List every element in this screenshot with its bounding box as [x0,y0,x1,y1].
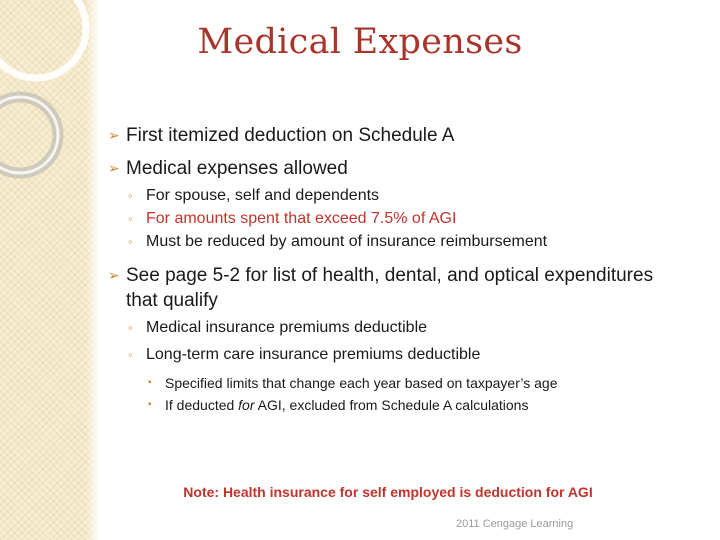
arrow-bullet-icon: ➢ [108,127,120,143]
sub-sub-bullet [108,394,698,416]
decorative-rings-graphic [0,0,110,200]
footer-copyright: 2011 Cengage Learning [456,518,574,530]
sub-sub-bullet-text-italic: for [238,397,255,413]
slide-body [108,123,698,416]
circle-bullet-icon: ◦ [128,211,133,226]
arrow-bullet-icon: ➢ [108,160,120,176]
bullet-medical-expenses [108,156,698,181]
sub-bullet [108,344,698,366]
sub-bullet [108,231,698,253]
circle-bullet-icon: ◦ [128,234,133,249]
sub-bullet-text: For amounts spent that exceed 7.5% of AGI [146,210,457,227]
note-text: Note: Health insurance for self employed is deduction for AGI [183,484,593,500]
bullet-see-page [108,263,698,313]
sub-bullet [108,185,698,207]
slide-title: Medical Expenses [197,22,523,62]
bullet-text: Medical expenses allowed [126,158,348,179]
medical-expenses-sublist [108,185,698,253]
sub-sub-bullet [108,372,698,394]
sub-sub-bullet-text-suffix: AGI, excluded from Schedule A calculations [254,397,529,413]
qualifying-expenditures-sublist [108,317,698,416]
sub-bullet-text: For spouse, self and dependents [146,187,380,204]
circle-bullet-icon: ◦ [128,347,133,362]
sub-bullet [108,317,698,339]
circle-bullet-icon: ◦ [128,188,133,203]
arrow-bullet-icon: ➢ [108,267,120,283]
bullet-text: First itemized deduction on Schedule A [126,125,455,146]
circle-bullet-icon: ◦ [128,320,133,335]
sub-sub-bullet-text: Specified limits that change each year based on taxpayer’s age [165,375,558,391]
sub-bullet-highlight [108,208,698,230]
square-bullet-icon: ▪ [148,399,152,410]
bullet-itemized-deduction [108,123,698,148]
sub-bullet-text: Medical insurance premiums deductible [146,319,428,336]
square-bullet-icon: ▪ [148,377,152,388]
sub-bullet-text: Long-term care insurance premiums deductible [146,346,481,363]
bullet-text: See page 5-2 for list of health, dental, and optical expenditures that qualify [126,265,654,311]
sub-sub-bullet-text-prefix: If deducted [165,397,239,413]
sub-bullet-text: Must be reduced by amount of insurance reimbursement [146,233,548,250]
